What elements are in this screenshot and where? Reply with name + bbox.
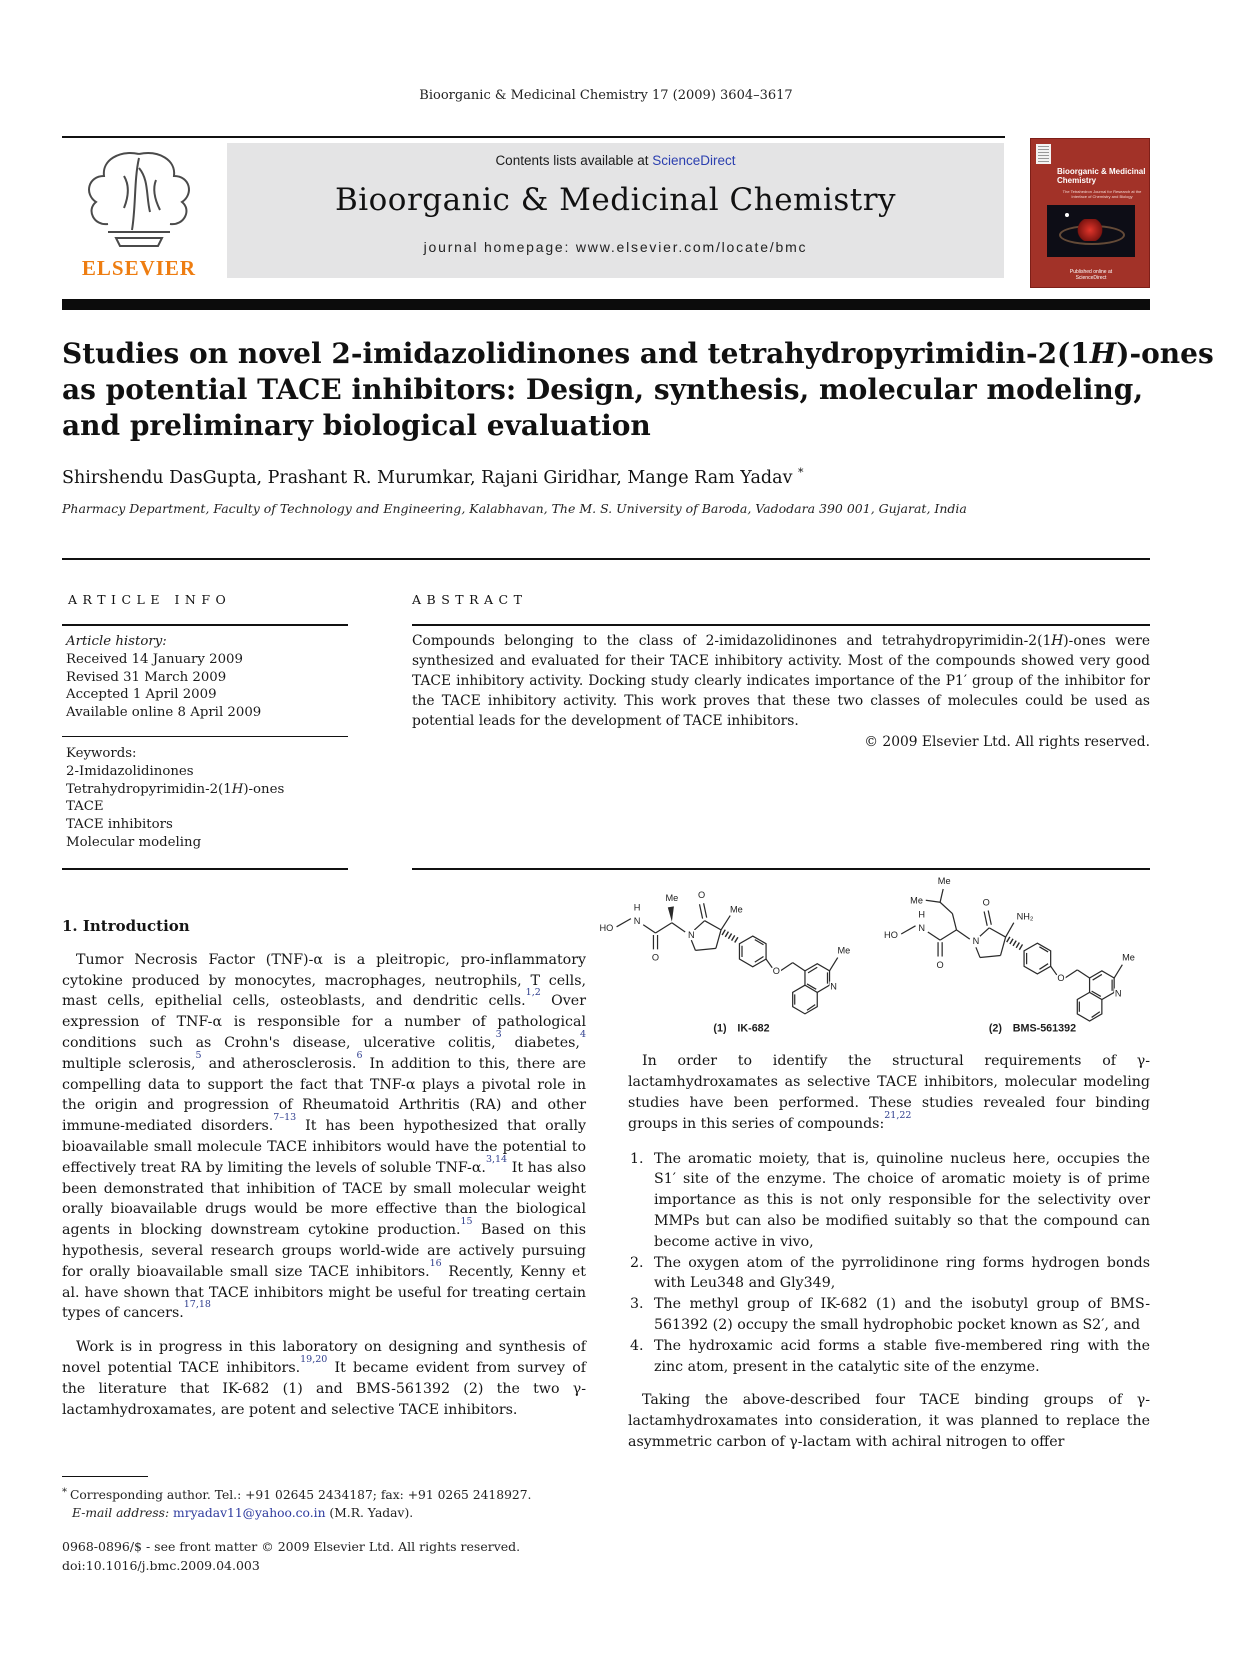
atom-label: N bbox=[687, 930, 695, 941]
right-paragraph-2: Taking the above-described four TACE binding groups of γ-lactamhydroxamates into consideration, it was planned to replace the asymmetric carbon of γ-lactam with achiral nitrogen to offer bbox=[628, 1392, 1150, 1450]
atom-label: O bbox=[697, 890, 706, 901]
atom-label: Me bbox=[729, 904, 743, 915]
atom-label: HO bbox=[599, 922, 614, 933]
atom-label: N bbox=[1114, 988, 1122, 999]
binding-group-item: The oxygen atom of the pyrrolidinone ring forms hydrogen bonds with Leu348 and Gly349, bbox=[654, 1254, 1150, 1292]
molecule-bms561392 bbox=[884, 876, 1135, 1034]
history-item: Available online 8 April 2009 bbox=[66, 705, 262, 721]
figure-compound-name: BMS-561392 bbox=[1012, 1022, 1077, 1035]
binding-group-item: The aromatic moiety, that is, quinoline nucleus here, occupies the S1′ site of the enzyme. The choice of aromatic moiety is of prime importance as this is not only responsible for the selectivity over MMPs but can also be modified suitably so that the compound can become active in vivo, bbox=[654, 1150, 1150, 1250]
corresponding-author-mark: * bbox=[798, 466, 804, 479]
cover-tagline: The Tetrahedron Journal for Research at the Interface of Chemistry and Biology bbox=[1062, 189, 1142, 199]
keyword: TACE inhibitors bbox=[66, 817, 173, 833]
keyword: Tetrahydropyrimidin-2(1H)-ones bbox=[66, 781, 285, 797]
doi-line: doi:10.1016/j.bmc.2009.04.003 bbox=[62, 1558, 260, 1573]
rule-under-history bbox=[62, 736, 348, 737]
body-column-left bbox=[62, 916, 586, 1420]
affiliation: Pharmacy Department, Faculty of Technology and Engineering, Kalabhavan, The M. S. University of Baroda, Vadodara 390 001, Gujarat, India bbox=[62, 501, 967, 516]
banner-journal-title: Bioorganic & Medicinal Chemistry bbox=[334, 182, 897, 218]
history-label: Article history: bbox=[66, 634, 167, 649]
elsevier-logo bbox=[64, 146, 214, 278]
cover-artwork bbox=[1047, 205, 1135, 257]
article-title-line: Studies on novel 2-imidazolidinones and tetrahydropyrimidin-2(1H)-ones bbox=[62, 337, 1214, 370]
figure-compound-number: (2) bbox=[988, 1022, 1002, 1035]
footnote-rule bbox=[62, 1476, 148, 1477]
atom-label: N bbox=[633, 915, 641, 926]
binding-groups-list bbox=[628, 1149, 1150, 1378]
history-item: Received 14 January 2009 bbox=[66, 651, 243, 667]
atom-label: O bbox=[651, 952, 660, 963]
journal-cover-thumbnail bbox=[1030, 138, 1150, 288]
abstract-text: Compounds belonging to the class of 2-imidazolidinones and tetrahydropyrimidin-2(1H)-ones were synthesized and evaluated for their TACE inhibitory activity. Most of the compounds showed very good TACE inhibitory activity. Docking study clearly indicates importance of the P1′ group of the inhibitor for the TACE inhibitory activity. This work proves that these two classes of molecules could be used as potential leads for the development of TACE inhibitors. bbox=[412, 633, 1150, 729]
atom-label: H bbox=[918, 909, 926, 920]
email-label: E-mail address: bbox=[72, 1506, 170, 1520]
atom-label: Me bbox=[837, 945, 851, 956]
article-title-line: as potential TACE inhibitors: Design, synthesis, molecular modeling, bbox=[62, 373, 1144, 406]
rule-article-info bbox=[62, 624, 348, 626]
author-list: Shirshendu DasGupta, Prashant R. Murumkar, Rajani Giridhar, Mange Ram Yadav * bbox=[62, 466, 804, 488]
email-suffix: (M.R. Yadav). bbox=[329, 1506, 414, 1520]
intro-paragraph-2: Work is in progress in this laboratory on designing and synthesis of novel potential TACE inhibitors.$^{19,20}$ It became evident from survey of the literature that IK-682 (1) and BMS-561392 (2) the two γ-lactamhydroxamates, are potent and selective TACE inhibitors. bbox=[62, 1339, 587, 1418]
abstract-heading: ABSTRACT bbox=[412, 592, 528, 607]
corresponding-author-note: * Corresponding author. Tel.: +91 02645 2434187; fax: +91 0265 2418927. bbox=[62, 1487, 532, 1502]
molecule-ik682 bbox=[599, 890, 850, 1034]
history-item: Accepted 1 April 2009 bbox=[66, 687, 217, 703]
atom-label: N bbox=[830, 981, 837, 992]
atom-label: Me bbox=[665, 893, 679, 904]
issn-line: 0968-0896/$ - see front matter © 2009 Elsevier Ltd. All rights reserved. bbox=[62, 1539, 521, 1554]
running-head: Bioorganic & Medicinal Chemistry 17 (2009) 3604–3617 bbox=[419, 88, 793, 103]
section-heading-introduction: 1. Introduction bbox=[62, 917, 190, 935]
atom-label: HO bbox=[884, 930, 898, 941]
atom-label: Me bbox=[937, 875, 951, 886]
atom-label: H bbox=[633, 902, 641, 913]
chemical-structures-drawing bbox=[592, 848, 1150, 1038]
asterisk-mark: * bbox=[62, 1487, 67, 1498]
rule-under-affiliation bbox=[62, 558, 1150, 560]
keywords-block bbox=[66, 745, 346, 852]
issn-doi-block bbox=[62, 1537, 520, 1575]
article-title-line: and preliminary biological evaluation bbox=[62, 409, 651, 442]
atom-label: NH₂ bbox=[1016, 911, 1034, 922]
atom-label: N bbox=[972, 936, 980, 947]
header-top-rule bbox=[62, 136, 1005, 138]
figure-chemical-structures bbox=[592, 848, 1150, 1038]
atom-label: Me bbox=[1122, 952, 1135, 963]
atom-label: Me bbox=[910, 895, 923, 906]
rule-abstract bbox=[412, 624, 1150, 626]
figure-compound-number: (1) bbox=[713, 1022, 727, 1035]
article-info-heading: ARTICLE INFO bbox=[68, 592, 232, 607]
rule-bottom-left bbox=[62, 868, 348, 870]
binding-group-item: The methyl group of IK-682 (1) and the isobutyl group of BMS-561392 (2) occupy the small hydrophobic pocket known as S2′, and bbox=[654, 1296, 1150, 1333]
keywords-label: Keywords: bbox=[66, 746, 137, 761]
binding-group-item: The hydroxamic acid forms a stable five-membered ring with the zinc atom, present in the catalytic site of the enzyme. bbox=[654, 1337, 1150, 1375]
history-item: Revised 31 March 2009 bbox=[66, 669, 227, 685]
cover-title: Bioorganic & Medicinal Chemistry bbox=[1057, 167, 1146, 185]
divider-bar bbox=[62, 299, 1150, 310]
figure-compound-name: IK-682 bbox=[737, 1022, 770, 1035]
elsevier-tree-icon bbox=[64, 146, 214, 250]
journal-banner bbox=[227, 143, 1004, 278]
intro-paragraph-1: Tumor Necrosis Factor (TNF)-α is a pleitropic, pro-inflammatory cytokine produced by monocytes, macrophages, neutrophils, T cells, mast cells, epithelial cells, osteoblasts, and dendritic cells.$^{1,2}$ Over expression of TNF-α is responsible for a number of pathological conditions such as Crohn's disease, ulcerative colitis,$^3$ diabetes,$^4$ multiple sclerosis,$^5$ and atherosclerosis.$^6$ In addition to this, there are compelling data to support the fact that TNF-α plays a pivotal role in the origin and progression of Rheumatoid Arthritis (RA) and other immune-mediated disorders.$^{7-13}$ It has been hypothesized that orally bioavailable small molecule TACE inhibitors would have the potential to effectively treat RA by limiting the levels of soluble TNF-α.$^{3,14}$ It has also been demonstrated that inhibition of TACE by small molecular weight orally bioavailable drugs would be more effective than the biological agents in blocking downstream cytokine production.$^{15}$ Based on this hypothesis, several research groups world-wide are actively pursuing for orally bioavailable small size TACE inhibitors.$^{16}$ Recently, Kenny et al. have shown that TACE inhibitors might be useful for treating certain types of cancers.$^{17,18}$ bbox=[62, 951, 586, 1322]
body-column-right bbox=[599, 848, 1150, 1453]
right-paragraph-1: In order to identify the structural requirements of γ-lactamhydroxamates as selective TACE inhibitors, molecular modeling studies have been performed. These studies revealed four binding groups in this series of compounds:$^{21,22}$ bbox=[628, 1053, 1150, 1132]
footnote-block bbox=[62, 1484, 602, 1522]
atom-label: O bbox=[772, 965, 780, 976]
article-title bbox=[62, 336, 1214, 444]
contents-line bbox=[227, 153, 1004, 168]
keyword: 2-Imidazolidinones bbox=[66, 763, 194, 779]
email-line bbox=[62, 1504, 602, 1522]
cover-footer: Published online at ScienceDirect bbox=[1069, 269, 1113, 281]
keyword: Molecular modeling bbox=[66, 834, 202, 850]
atom-label: N bbox=[918, 922, 926, 933]
atom-label: O bbox=[936, 959, 944, 970]
elsevier-wordmark: ELSEVIER bbox=[81, 256, 197, 280]
keyword: TACE bbox=[66, 799, 104, 815]
contents-prefix: Contents lists available at bbox=[495, 153, 653, 168]
journal-homepage-link[interactable]: journal homepage: www.elsevier.com/locate/bmc bbox=[423, 239, 808, 255]
sciencedirect-link[interactable]: ScienceDirect bbox=[652, 153, 736, 168]
atom-label: O bbox=[982, 897, 990, 908]
abstract-copyright: © 2009 Elsevier Ltd. All rights reserved. bbox=[864, 734, 1150, 750]
cover-barcode-icon bbox=[1036, 144, 1051, 164]
atom-label: O bbox=[1057, 973, 1065, 984]
article-history bbox=[66, 633, 346, 722]
email-link[interactable]: mryadav11@yahoo.co.in bbox=[173, 1506, 326, 1520]
